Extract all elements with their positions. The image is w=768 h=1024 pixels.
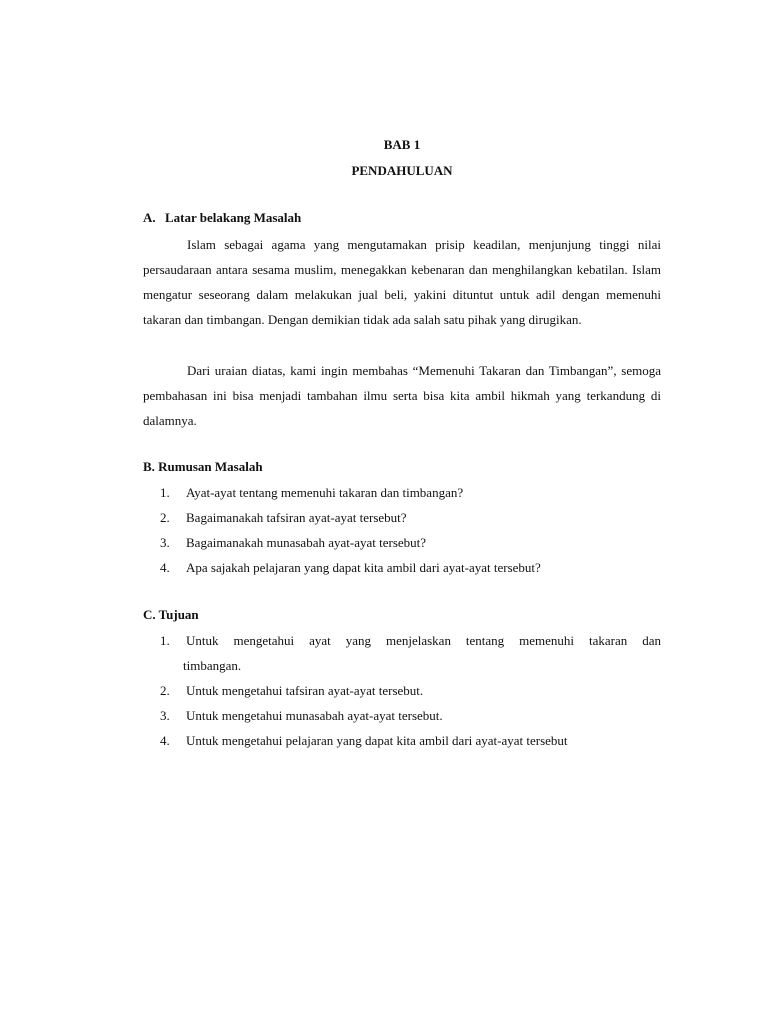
paragraph-1-text: Islam sebagai agama yang mengutamakan prisip keadilan, menjunjung tinggi nilai persaudaraan antara sesama muslim, menegakkan kebenaran dan menghilangkan kebatilan. Islam mengatur seseorang dalam melakukan jual beli, yakini dituntut untuk adil dengan memenuhi takaran dan timbangan. Dengan demikian tidak ada salah satu pihak yang dirugikan. (143, 237, 661, 327)
list-item-number: 1. (160, 485, 170, 500)
chapter-title: PENDAHULUAN (351, 163, 453, 178)
list-item-text: Bagaimanakah munasabah ayat-ayat tersebut? (186, 535, 427, 550)
list-item-text: Untuk mengetahui munasabah ayat-ayat tersebut. (186, 708, 443, 723)
list-item-number: 1. (160, 633, 170, 648)
list-item-text: Untuk mengetahui pelajaran yang dapat kita ambil dari ayat-ayat tersebut (186, 733, 568, 748)
list-item-text: Ayat-ayat tentang memenuhi takaran dan timbangan? (186, 485, 464, 500)
list-item-number: 2. (160, 510, 170, 525)
section-c-heading: C. Tujuan (143, 607, 199, 622)
paragraph-2-text: Dari uraian diatas, kami ingin membahas “Memenuhi Takaran dan Timbangan”, semoga pembahasan ini bisa menjadi tambahan ilmu serta bisa kita ambil hikmah yang terkandung di dalamnya. (143, 363, 661, 428)
section-a-heading (143, 210, 301, 226)
list-item-continuation: timbangan. (183, 658, 242, 673)
list-item-text: Untuk mengetahui tafsiran ayat-ayat tersebut. (186, 683, 424, 698)
list-item-number: 4. (160, 560, 170, 575)
list-item-number: 3. (160, 708, 170, 723)
list-item-number: 2. (160, 683, 170, 698)
section-a-paragraph-2 (143, 358, 661, 433)
list-item-number: 3. (160, 535, 170, 550)
list-item-text: Bagaimanakah tafsiran ayat-ayat tersebut? (186, 510, 407, 525)
section-b-heading: B. Rumusan Masalah (143, 459, 263, 474)
section-a-title: Latar belakang Masalah (165, 210, 302, 225)
list-item-text: Untuk mengetahui ayat yang menjelaskan tentang memenuhi takaran dan (186, 633, 661, 648)
section-a-marker: A. (143, 210, 156, 225)
section-a-paragraph-1 (143, 232, 661, 332)
list-item-text: Apa sajakah pelajaran yang dapat kita ambil dari ayat-ayat tersebut? (186, 560, 541, 575)
list-item-number: 4. (160, 733, 170, 748)
chapter-label: BAB 1 (383, 137, 421, 152)
